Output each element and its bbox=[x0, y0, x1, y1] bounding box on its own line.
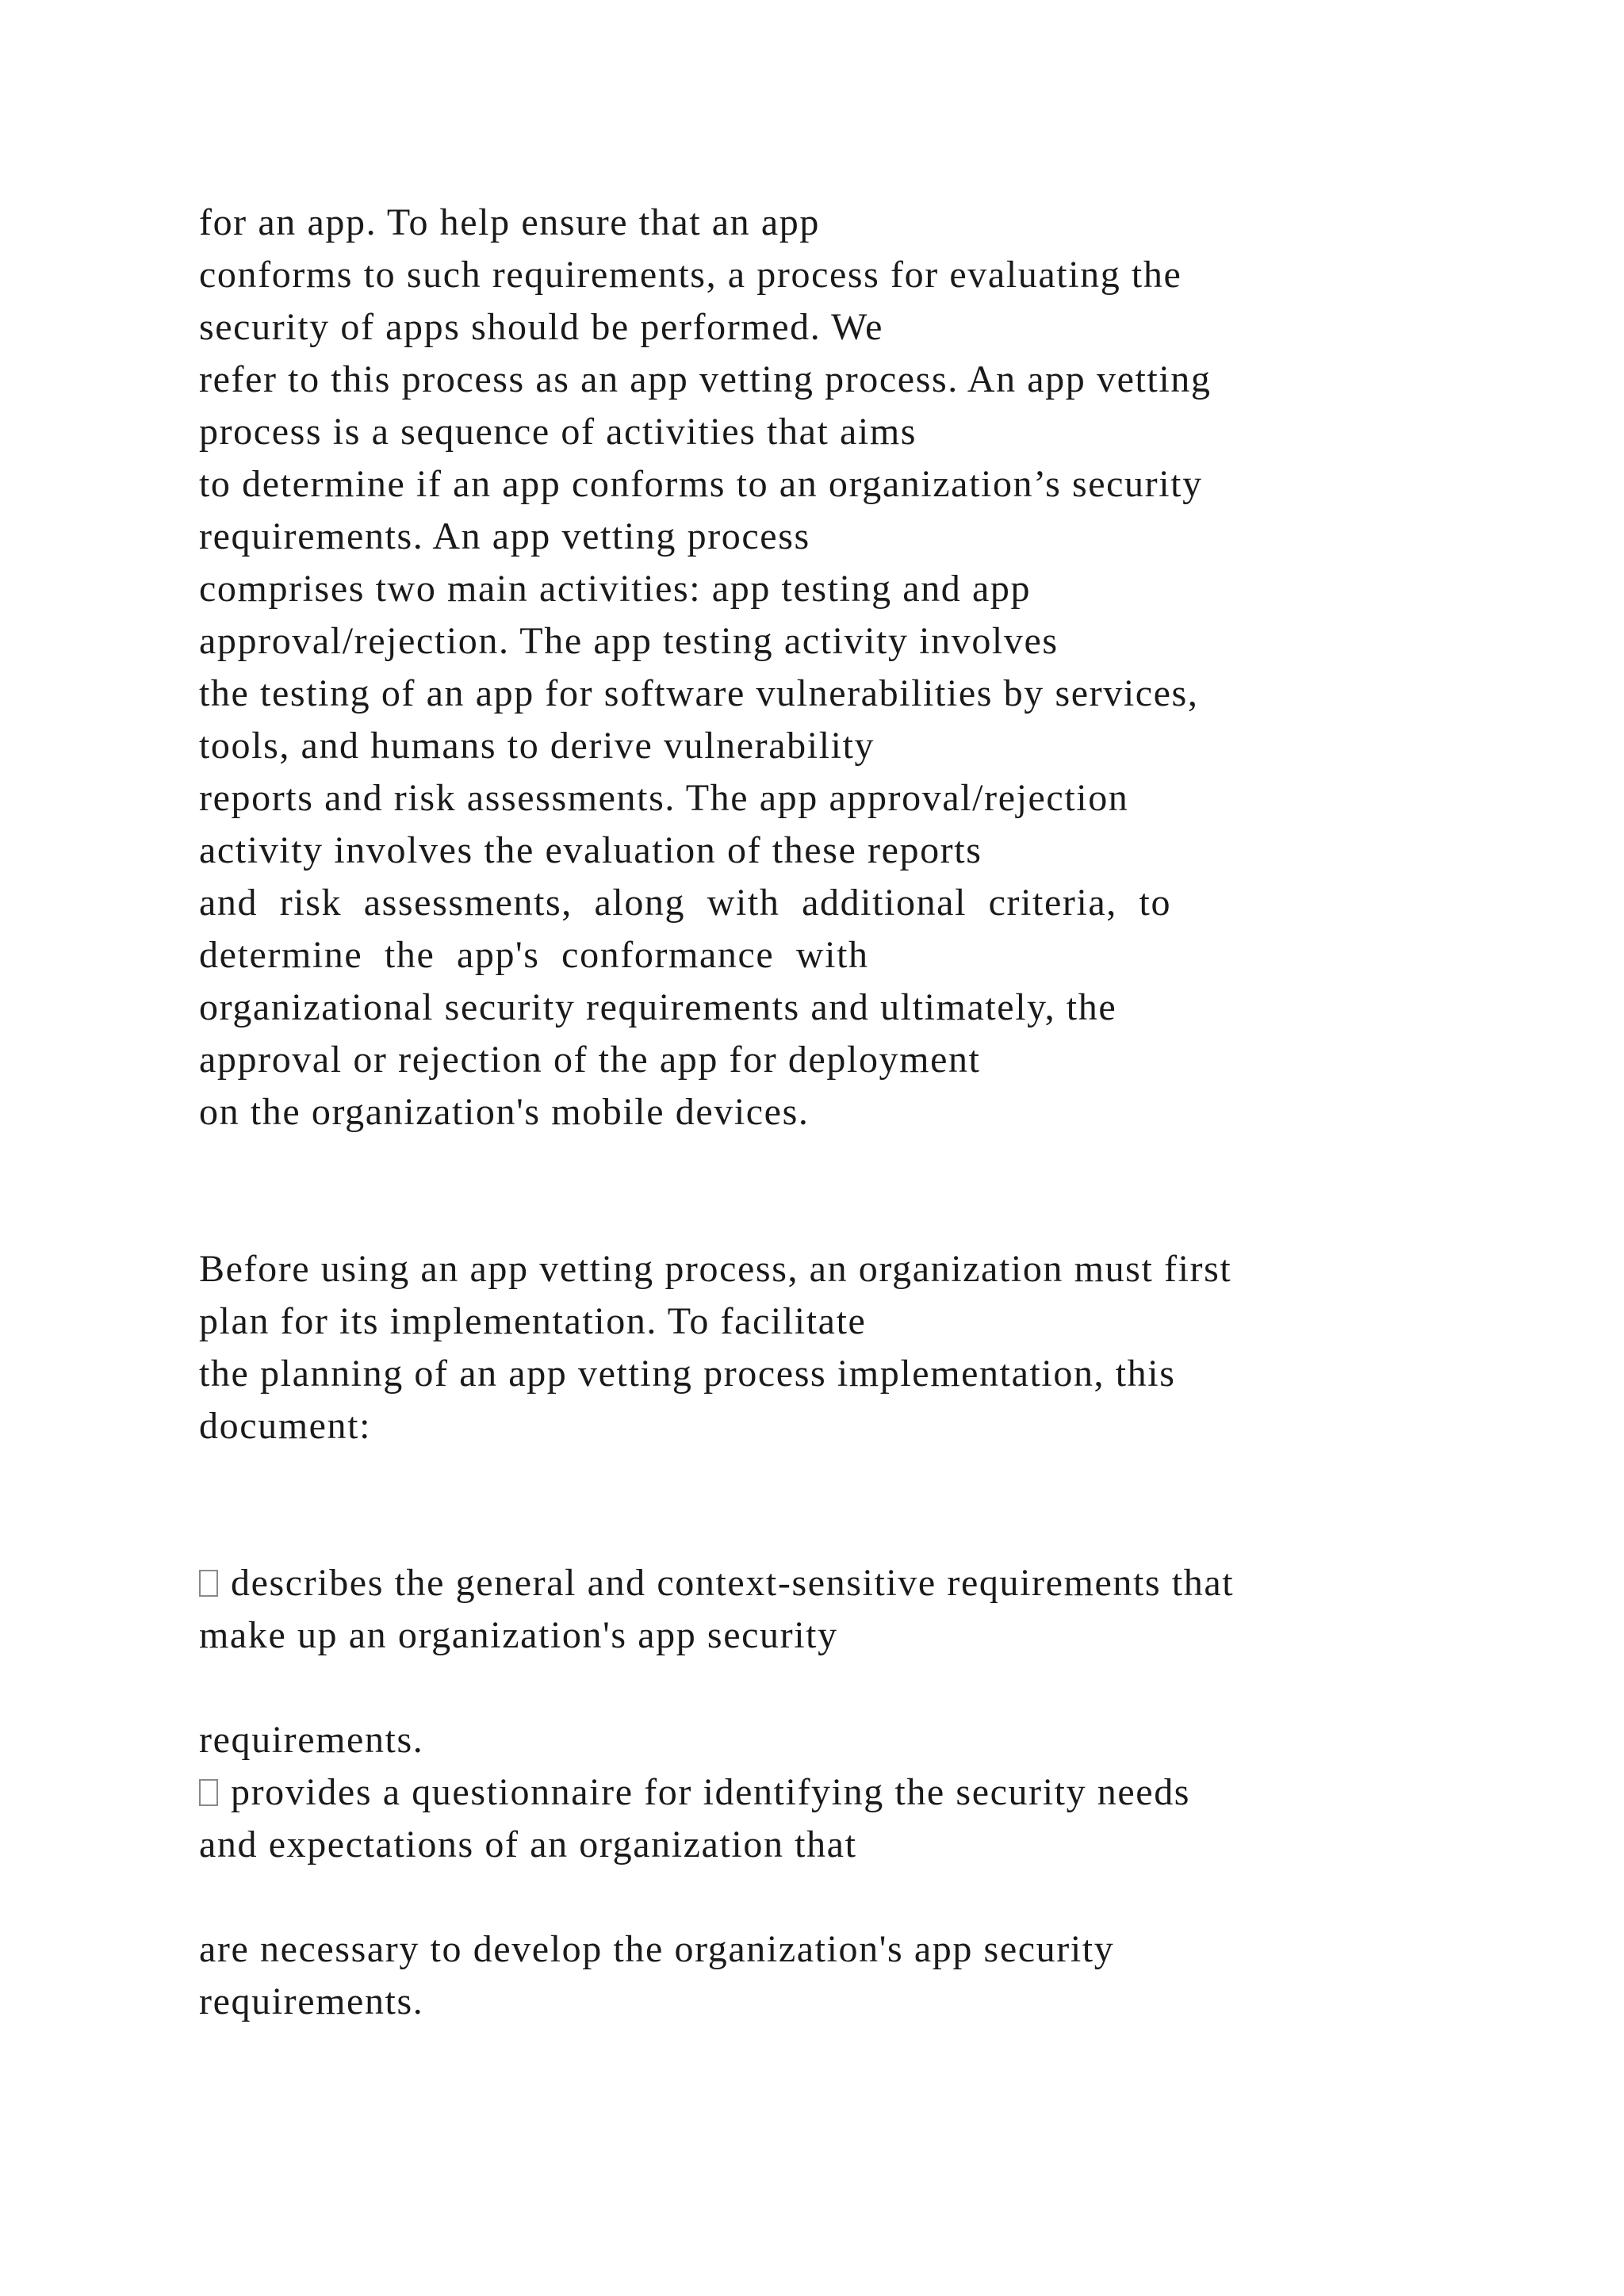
text-line: requirements. bbox=[199, 1980, 424, 2022]
spacer bbox=[199, 1505, 1436, 1557]
spacer bbox=[199, 1871, 1436, 1923]
text-line: the testing of an app for software vulnerabilities by services, bbox=[199, 672, 1199, 714]
text-line: make up an organization's app security bbox=[199, 1614, 838, 1656]
spacer bbox=[199, 1452, 1436, 1505]
missing-glyph-bullet-icon bbox=[199, 1779, 218, 1806]
paragraph-app-vetting bbox=[199, 197, 1436, 1138]
bullet-text: describes the general and context-sensitive requirements that bbox=[231, 1562, 1235, 1604]
text-line: process is a sequence of activities that aims bbox=[199, 411, 917, 453]
document-page bbox=[199, 197, 1436, 2028]
bullet-item-requirements bbox=[199, 1557, 1436, 1766]
text-line: document: bbox=[199, 1405, 372, 1447]
text-line bbox=[199, 1557, 1436, 1609]
text-line: comprises two main activities: app testing and app bbox=[199, 568, 1032, 610]
missing-glyph-bullet-icon bbox=[199, 1570, 218, 1597]
text-line: on the organization's mobile devices. bbox=[199, 1091, 810, 1133]
spacer bbox=[199, 1191, 1436, 1243]
text-line: and risk assessments, along with additional criteria, to bbox=[199, 882, 1172, 924]
text-line: security of apps should be performed. We bbox=[199, 306, 884, 348]
text-line: to determine if an app conforms to an organization’s security bbox=[199, 463, 1203, 505]
text-line: activity involves the evaluation of these reports bbox=[199, 829, 982, 871]
bullet-item-questionnaire bbox=[199, 1766, 1436, 2028]
spacer bbox=[199, 1138, 1436, 1191]
text-line: and expectations of an organization that bbox=[199, 1823, 857, 1866]
spacer bbox=[199, 1662, 1436, 1714]
text-line: plan for its implementation. To facilitate bbox=[199, 1300, 867, 1342]
paragraph-planning bbox=[199, 1243, 1436, 1452]
text-line: requirements. bbox=[199, 1719, 424, 1761]
text-line: are necessary to develop the organization's app security bbox=[199, 1928, 1115, 1970]
text-line: approval/rejection. The app testing activity involves bbox=[199, 620, 1059, 662]
text-line: determine the app's conformance with bbox=[199, 934, 869, 976]
text-line: tools, and humans to derive vulnerability bbox=[199, 725, 875, 767]
text-line: conforms to such requirements, a process for evaluating the bbox=[199, 254, 1182, 296]
bullet-text: provides a questionnaire for identifying the security needs bbox=[231, 1771, 1191, 1813]
text-line: Before using an app vetting process, an organization must first bbox=[199, 1248, 1232, 1290]
text-line: for an app. To help ensure that an app bbox=[199, 201, 820, 243]
text-line: refer to this process as an app vetting process. An app vetting bbox=[199, 358, 1212, 400]
text-line: approval or rejection of the app for deployment bbox=[199, 1039, 981, 1081]
text-line: requirements. An app vetting process bbox=[199, 515, 810, 557]
text-line: reports and risk assessments. The app approval/rejection bbox=[199, 777, 1129, 819]
text-line: organizational security requirements and ultimately, the bbox=[199, 986, 1117, 1028]
text-line: the planning of an app vetting process implementation, this bbox=[199, 1353, 1176, 1395]
text-line bbox=[199, 1766, 1436, 1819]
